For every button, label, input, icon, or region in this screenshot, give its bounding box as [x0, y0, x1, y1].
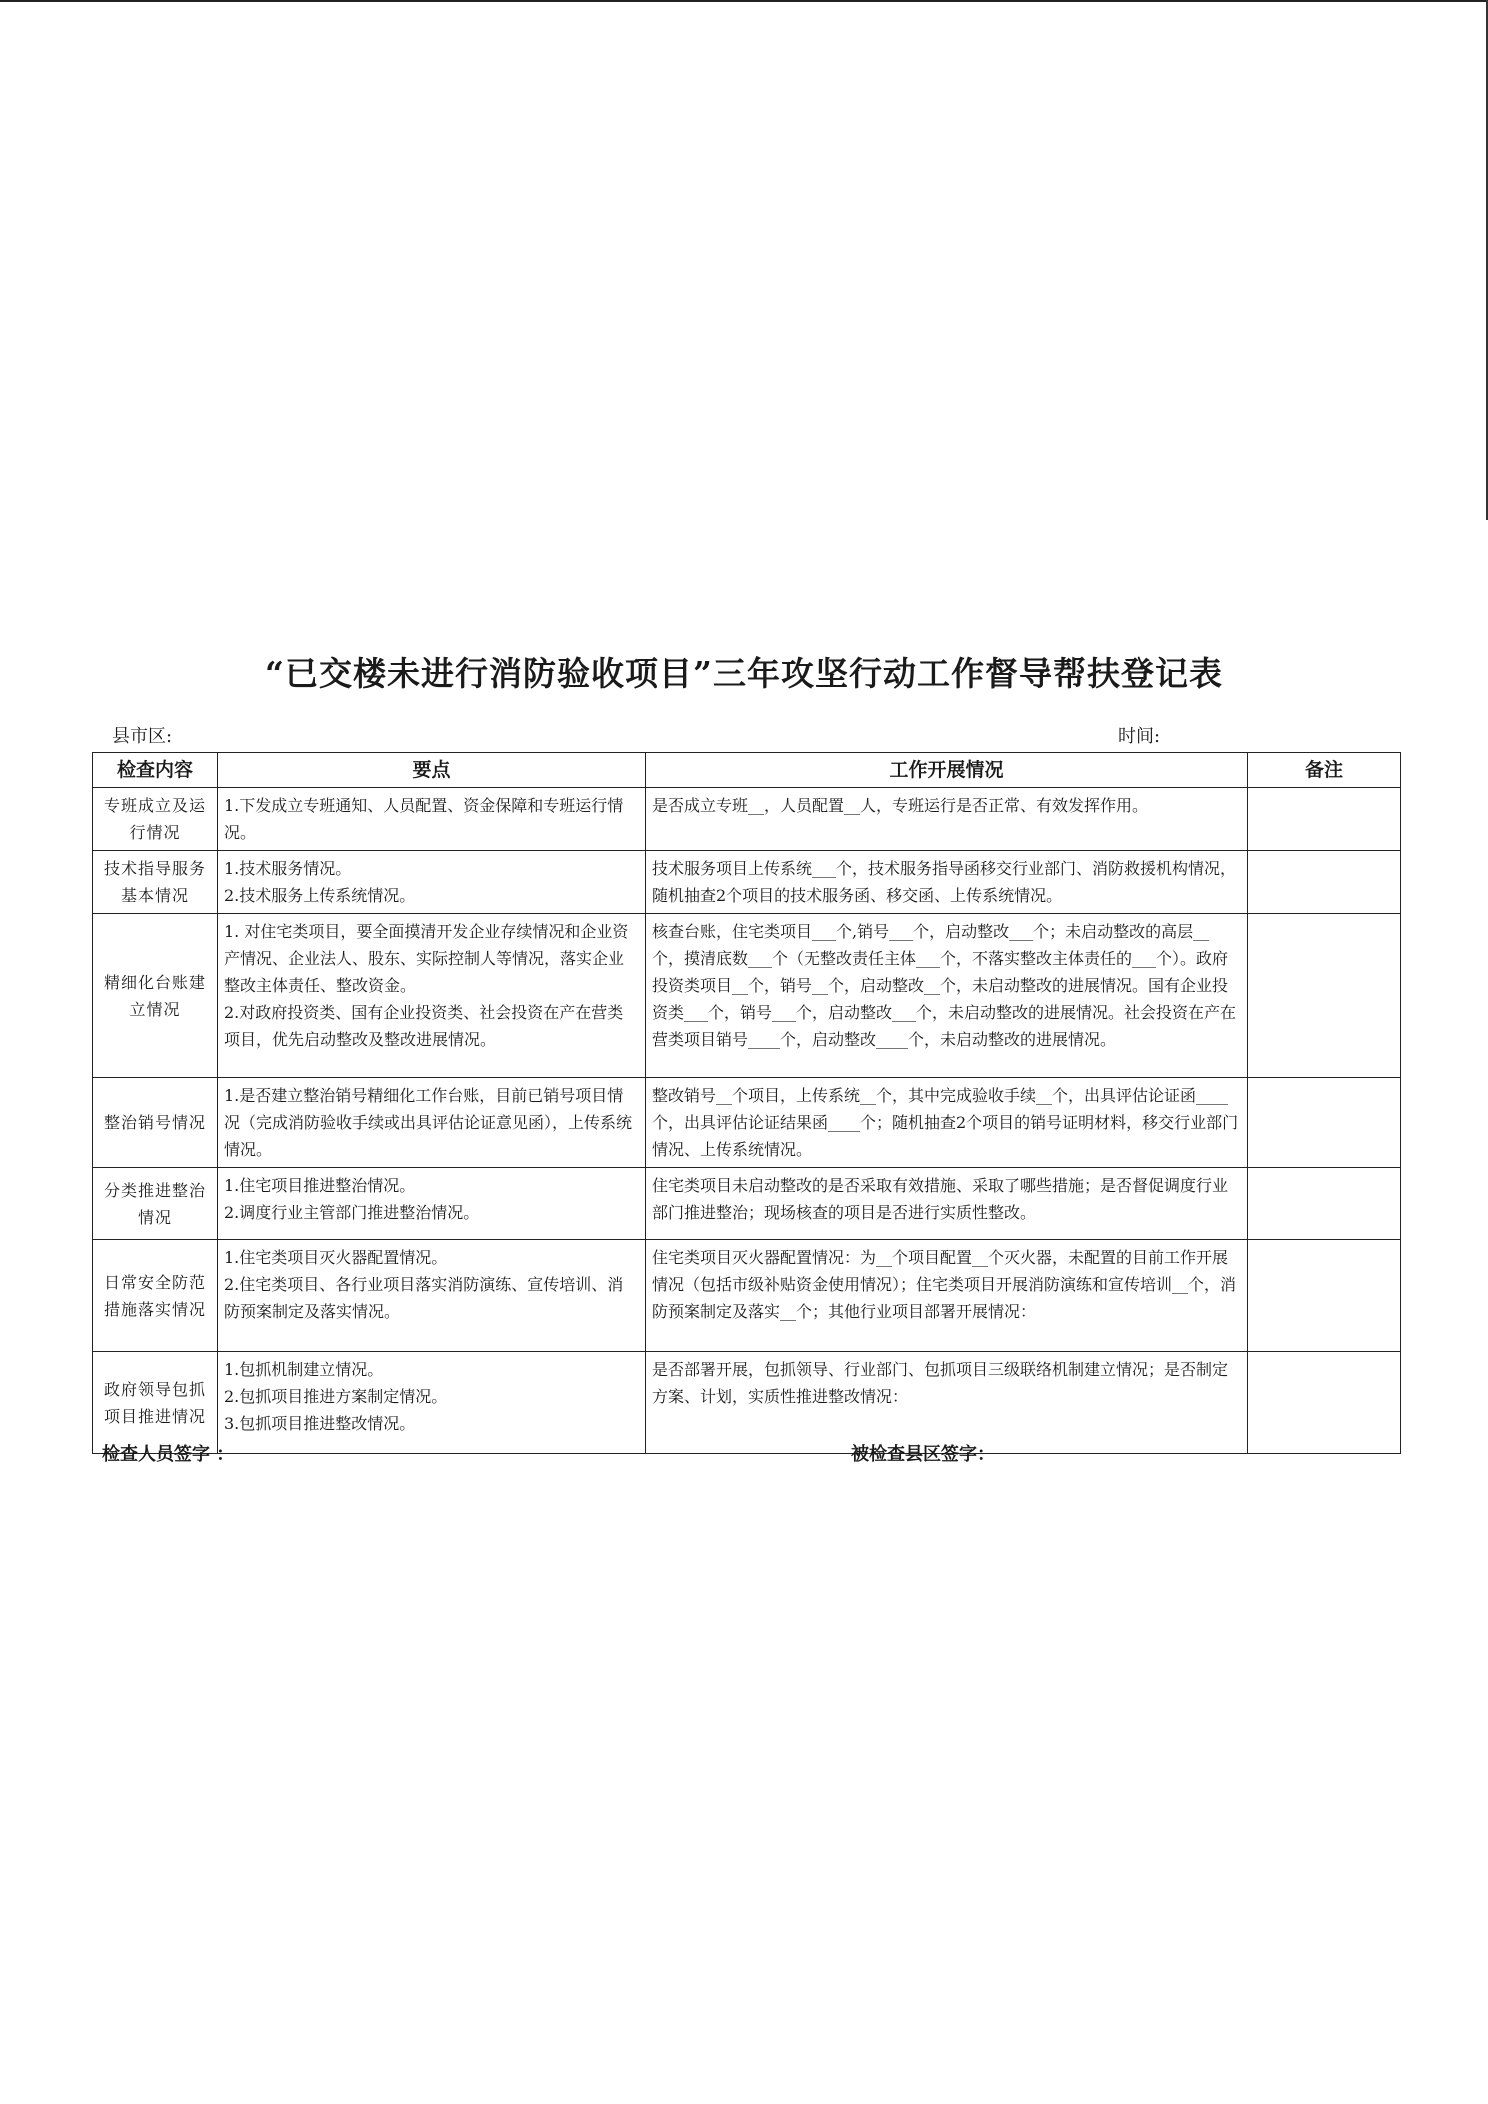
remarks-cell: [1248, 851, 1401, 914]
header-key-points: 要点: [218, 753, 646, 788]
key-point-line: 1.下发成立专班通知、人员配置、资金保障和专班运行情况。: [224, 796, 624, 842]
table-row: [93, 1240, 1401, 1352]
key-point-line: 1.住宅类项目灭火器配置情况。: [224, 1248, 448, 1267]
header-check-item: 检查内容: [93, 753, 218, 788]
key-point-line: 1.技术服务情况。: [224, 859, 352, 878]
table-row: [93, 851, 1401, 914]
county-label: 县市区:: [112, 726, 173, 747]
document-title: “已交楼未进行消防验收项目”三年攻坚行动工作督导帮扶登记表: [265, 654, 1223, 693]
table-row: [93, 914, 1401, 1078]
check-item-cell: 精细化台账建立情况: [93, 914, 218, 1078]
remarks-cell: [1248, 1078, 1401, 1168]
work-status-cell: 住宅类项目未启动整改的是否采取有效措施、采取了哪些措施；是否督促调度行业部门推进整治；现场核查的项目是否进行实质性整改。: [646, 1168, 1248, 1240]
supervision-table: [92, 752, 1401, 1454]
check-item-cell: 政府领导包抓项目推进情况: [93, 1352, 218, 1454]
work-status-cell: 整改销号__个项目，上传系统__个，其中完成验收手续__个，出具评估论证函____个，出具评估论证结果函____个；随机抽查2个项目的销号证明材料，移交行业部门情况、上传系统情况。: [646, 1078, 1248, 1168]
key-points-cell: [218, 788, 646, 851]
check-item-cell: 日常安全防范措施落实情况: [93, 1240, 218, 1352]
key-point-line: 2.包抓项目推进方案制定情况。: [224, 1387, 448, 1406]
header-remarks: 备注: [1248, 753, 1401, 788]
work-status-cell: 住宅类项目灭火器配置情况：为__个项目配置__个灭火器，未配置的目前工作开展情况（包括市级补贴资金使用情况）；住宅类项目开展消防演练和宣传培训__个，消防预案制定及落实__个；其他行业项目部署开展情况：: [646, 1240, 1248, 1352]
key-point-line: 3.包抓项目推进整改情况。: [224, 1414, 416, 1433]
table-row: [93, 1168, 1401, 1240]
table-row: [93, 1078, 1401, 1168]
check-item-cell: 整治销号情况: [93, 1078, 218, 1168]
time-label: 时间:: [1118, 726, 1161, 747]
key-points-cell: [218, 1078, 646, 1168]
inspector-signature-label: 检查人员签字 ：: [102, 1444, 235, 1465]
key-point-line: 1.是否建立整治销号精细化工作台账，目前已销号项目情况（完成消防验收手续或出具评估论证意见函），上传系统情况。: [224, 1086, 633, 1159]
key-point-line: 2.技术服务上传系统情况。: [224, 886, 416, 905]
check-item-cell: 技术指导服务基本情况: [93, 851, 218, 914]
table-header-row: [93, 753, 1401, 788]
inspected-county-signature-label: 被检查县区签字：: [851, 1444, 995, 1465]
table-row: [93, 1352, 1401, 1454]
remarks-cell: [1248, 1240, 1401, 1352]
key-point-line: 1.包抓机制建立情况。: [224, 1360, 384, 1379]
work-status-cell: 技术服务项目上传系统___个，技术服务指导函移交行业部门、消防救援机构情况，随机抽查2个项目的技术服务函、移交函、上传系统情况。: [646, 851, 1248, 914]
table-body: [93, 788, 1401, 1454]
key-point-line: 1.住宅项目推进整治情况。: [224, 1176, 416, 1195]
key-point-line: 2.调度行业主管部门推进整治情况。: [224, 1203, 480, 1222]
key-points-cell: [218, 1352, 646, 1454]
key-points-cell: [218, 1168, 646, 1240]
remarks-cell: [1248, 1168, 1401, 1240]
key-points-cell: [218, 914, 646, 1078]
check-item-cell: 分类推进整治情况: [93, 1168, 218, 1240]
supervision-table-wrapper: [92, 752, 1400, 1454]
remarks-cell: [1248, 788, 1401, 851]
work-status-cell: 是否部署开展，包抓领导、行业部门、包抓项目三级联络机制建立情况；是否制定方案、计划，实质性推进整改情况：: [646, 1352, 1248, 1454]
table-row: [93, 788, 1401, 851]
header-work-status: 工作开展情况: [646, 753, 1248, 788]
remarks-cell: [1248, 1352, 1401, 1454]
scan-border-top: [0, 0, 1488, 2]
key-points-cell: [218, 851, 646, 914]
key-point-line: 2.住宅类项目、各行业项目落实消防演练、宣传培训、消防预案制定及落实情况。: [224, 1275, 624, 1321]
key-point-line: 2.对政府投资类、国有企业投资类、社会投资在产在营类项目，优先启动整改及整改进展情况。: [224, 1003, 624, 1049]
key-points-cell: [218, 1240, 646, 1352]
remarks-cell: [1248, 914, 1401, 1078]
work-status-cell: 核查台账，住宅类项目___个,销号___个，启动整改___个；未启动整改的高层__个，摸清底数___个（无整改责任主体___个，不落实整改主体责任的___个）。政府投资类项目__个，销号__个，启动整改__个，未启动整改的进展情况。国有企业投资类___个，销号___个，启动整改___个，未启动整改的进展情况。社会投资在产在营类项目销号____个，启动整改____个，未启动整改的进展情况。: [646, 914, 1248, 1078]
key-point-line: 1. 对住宅类项目，要全面摸清开发企业存续情况和企业资产情况、企业法人、股东、实际控制人等情况，落实企业整改主体责任、整改资金。: [224, 922, 629, 995]
check-item-cell: 专班成立及运行情况: [93, 788, 218, 851]
work-status-cell: 是否成立专班__，人员配置__人，专班运行是否正常、有效发挥作用。: [646, 788, 1248, 851]
